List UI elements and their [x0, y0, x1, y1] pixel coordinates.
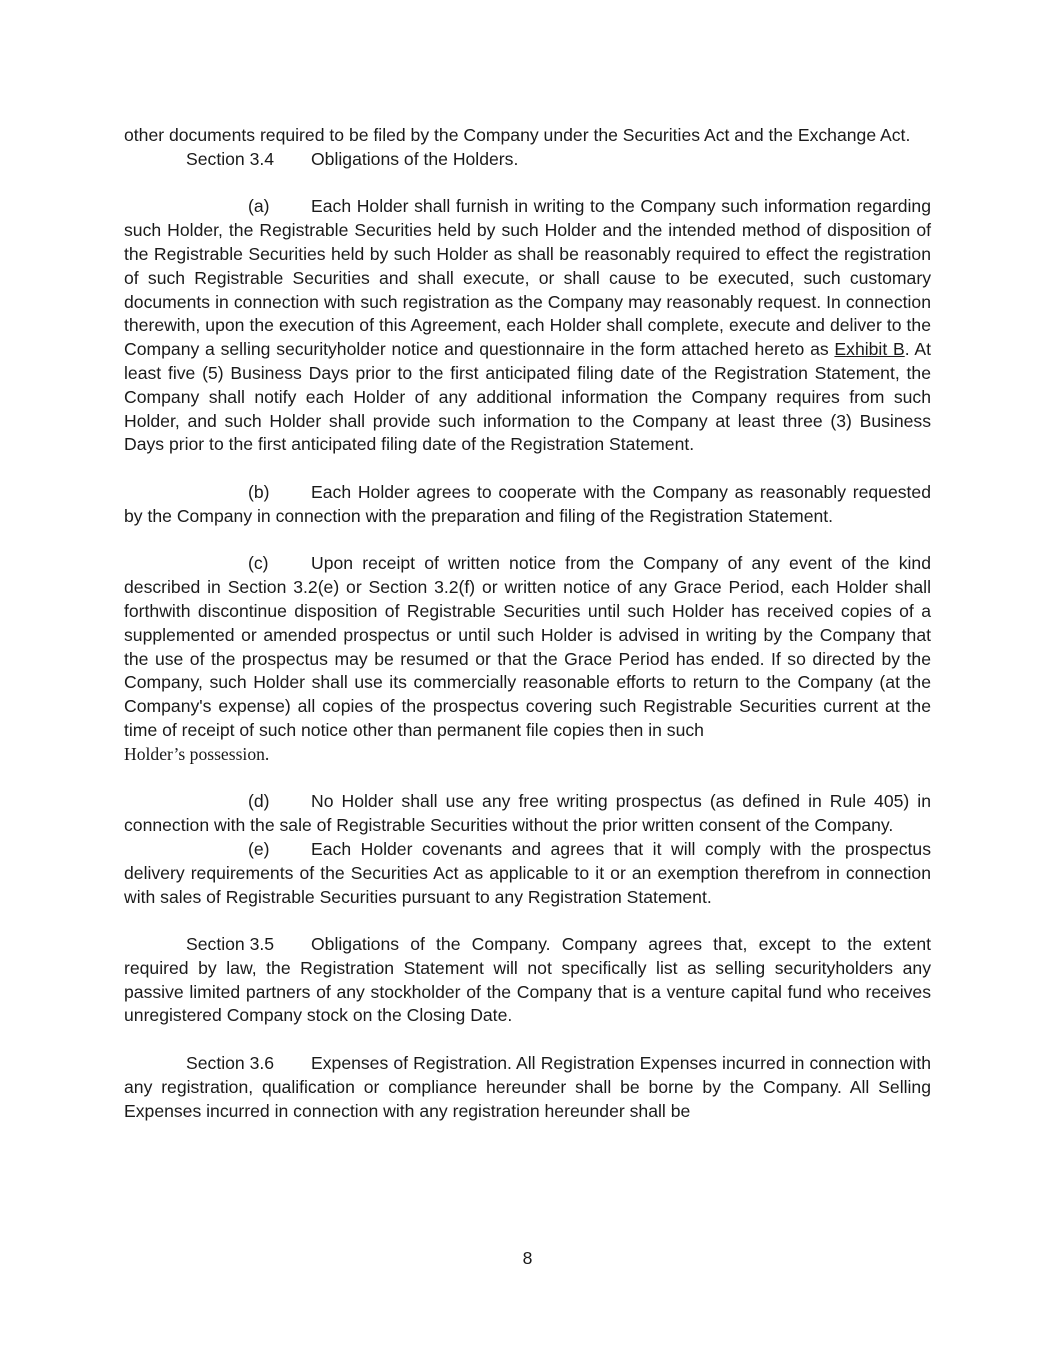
paragraph-c [124, 552, 931, 766]
paragraph-b-text: Each Holder agrees to cooperate with the Company as reasonably requested by the Company in connection with the preparation and filing of the Registration Statement. [124, 481, 931, 526]
paragraph-c-tail: Holder’s possession. [124, 743, 270, 764]
paragraph-a-text-1: Each Holder shall furnish in writing to the Company such information regarding such Holder, the Registrable Securities held by such Holder and the intended method of disposition of the Registrable Securities held by such Holder as shall be reasonably required to effect the registration of such Registrable Securities and shall execute, or shall cause to be executed, such customary documents in connection with such registration as the Company may reasonably request. In connection therewith, upon the execution of this Agreement, each Holder shall complete, execute and deliver to the Company a selling securityholder notice and questionnaire in the form attached hereto as [124, 196, 931, 360]
section-3-4-title: Obligations of the Holders. [311, 148, 519, 169]
section-3-6-text: Expenses of Registration. All Registration Expenses incurred in connection with any registration, qualification or compliance hereunder shall be borne by the Company. All Selling Expenses incurred in connection with any registration hereunder shall be [124, 1053, 931, 1121]
paragraph-e-text: Each Holder covenants and agrees that it will comply with the prospectus delivery requirements of the Securities Act as applicable to it or an exemption therefrom in connection with sales of Registrable Securities pursuant to any Registration Statement. [124, 838, 931, 907]
intro-paragraph [124, 124, 931, 148]
paragraph-a [124, 195, 931, 457]
section-3-5-label: Section 3.5 [186, 934, 275, 955]
section-3-5-paragraph [124, 933, 931, 1028]
paragraph-d [124, 790, 931, 838]
paragraph-d-text: No Holder shall use any free writing prospectus (as defined in Rule 405) in connection with the sale of Registrable Securities without the prior written consent of the Company. [124, 791, 931, 836]
section-3-4-heading [124, 148, 931, 172]
section-3-4-label: Section 3.4 [186, 148, 275, 169]
section-3-6-paragraph [124, 1052, 931, 1123]
exhibit-b-link: Exhibit B [834, 339, 905, 360]
document-page [124, 124, 931, 1123]
paragraph-c-label: (c) [248, 553, 269, 574]
paragraph-b-label: (b) [248, 481, 270, 502]
paragraph-b [124, 481, 931, 529]
paragraph-a-label: (a) [248, 196, 270, 217]
paragraph-e-label: (e) [248, 838, 270, 859]
page-number: 8 [522, 1248, 533, 1268]
paragraph-a-text-2: . At least five (5) Business Days prior to the first anticipated filing date of the Registration Statement, the Company shall notify each Holder of any additional information the Company requires from such Holder, and such Holder shall provide such information to the Company at least three (3) Business Days prior to the first anticipated filing date of the Registration Statement. [124, 339, 931, 455]
intro-text: other documents required to be filed by the Company under the Securities Act and the Exchange Act. [124, 125, 911, 145]
paragraph-c-text: Upon receipt of written notice from the Company of any event of the kind described in Section 3.2(e) or Section 3.2(f) or written notice of any Grace Period, each Holder shall forthwith discontinue disposition of Registrable Securities until such Holder has received copies of a supplemented or amended prospectus or until such Holder is advised in writing by the Company that the use of the prospectus may be resumed or that the Grace Period has ended. If so directed by the Company, such Holder shall use its commercially reasonable efforts to return to the Company (at the Company's expense) all copies of the prospectus covering such Registrable Securities current at the time of receipt of such notice other than permanent file copies then in such [124, 553, 931, 740]
paragraph-e [124, 838, 931, 909]
paragraph-d-label: (d) [248, 791, 270, 812]
section-3-5-text: Obligations of the Company. Company agrees that, except to the extent required by law, the Registration Statement will not specifically list as selling securityholders any passive limited partners of any stockholder of the Company that is a venture capital fund who receives unregistered Company stock on the Closing Date. [124, 934, 931, 1026]
section-3-6-label: Section 3.6 [186, 1053, 275, 1074]
